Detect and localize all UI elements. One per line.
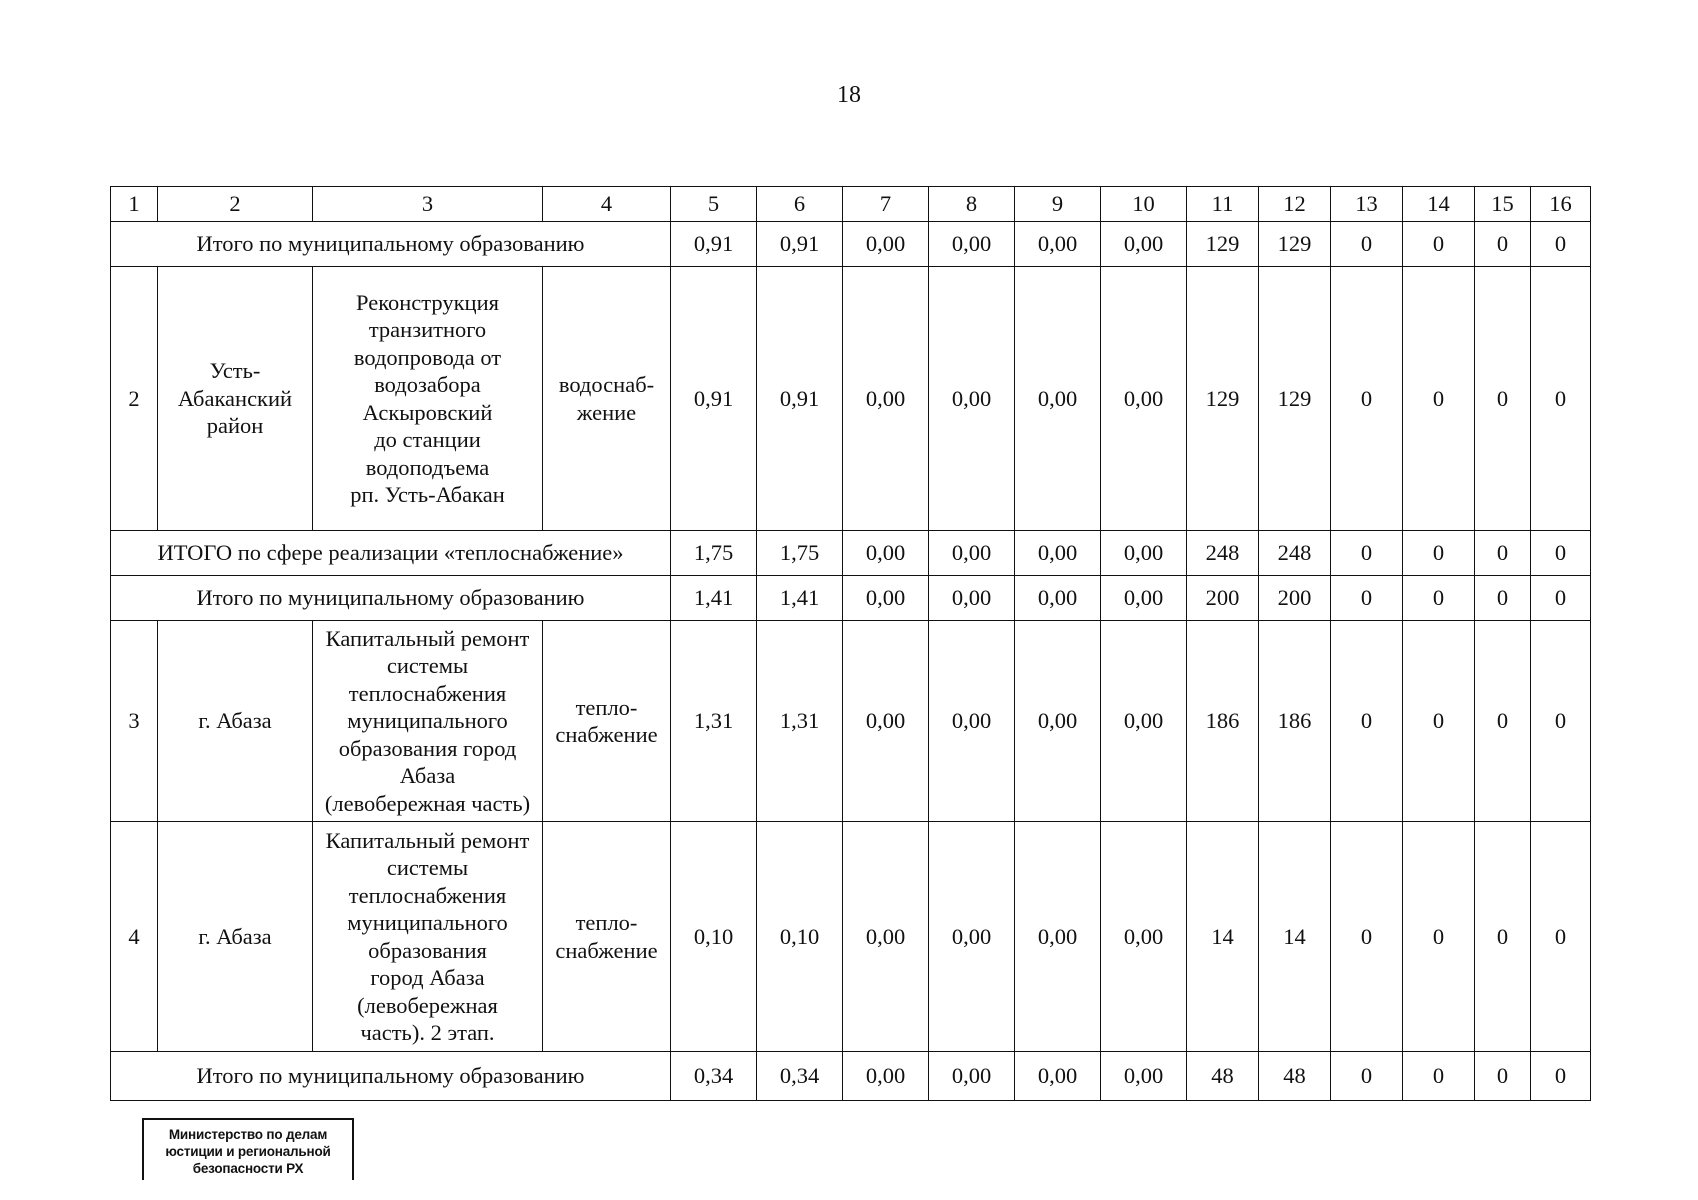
value-cell: 0,00: [1101, 822, 1187, 1052]
column-header: 8: [929, 187, 1015, 222]
value-cell: 0,00: [929, 267, 1015, 531]
value-cell: 0: [1531, 822, 1591, 1052]
value-cell: 0,00: [1015, 531, 1101, 576]
column-header: 14: [1403, 187, 1475, 222]
value-cell: 48: [1259, 1052, 1331, 1101]
value-cell: 0: [1475, 576, 1531, 621]
project-row: [111, 267, 1591, 531]
sphere-total-row: [111, 531, 1591, 576]
value-cell: 14: [1187, 822, 1259, 1052]
value-cell: 0,00: [843, 531, 929, 576]
value-cell: 0: [1475, 267, 1531, 531]
value-cell: 0: [1475, 822, 1531, 1052]
column-header: 6: [757, 187, 843, 222]
value-cell: 0: [1475, 222, 1531, 267]
value-cell: 0,00: [843, 576, 929, 621]
data-table: [110, 186, 1591, 1101]
district-line: район: [206, 413, 264, 439]
municipality-total-row: [111, 1052, 1591, 1101]
district-cell: [158, 267, 313, 531]
municipality-total-row: [111, 576, 1591, 621]
value-cell: 129: [1187, 222, 1259, 267]
value-cell: 0: [1331, 576, 1403, 621]
sphere-cell: [543, 621, 671, 822]
project-line: водопровода от: [353, 344, 502, 370]
project-cell: [313, 621, 543, 822]
sphere-line: снабжение: [555, 722, 658, 747]
value-cell: 0: [1531, 267, 1591, 531]
header-row: [111, 187, 1591, 222]
project-cell: [313, 822, 543, 1052]
project-line: часть). 2 этап.: [360, 1020, 495, 1045]
project-line: теплоснабжения: [348, 680, 507, 706]
value-cell: 0: [1331, 1052, 1403, 1101]
project-line: Абаза: [399, 763, 456, 789]
project-line: водоподъема: [365, 454, 490, 480]
column-header: 11: [1187, 187, 1259, 222]
project-line: теплоснабжения: [348, 882, 507, 908]
value-cell: 0: [1531, 222, 1591, 267]
ministry-stamp: [142, 1118, 354, 1180]
value-cell: 129: [1259, 267, 1331, 531]
column-header: 13: [1331, 187, 1403, 222]
value-cell: 0,00: [843, 222, 929, 267]
column-header: 16: [1531, 187, 1591, 222]
value-cell: 0: [1475, 531, 1531, 576]
value-cell: 0,00: [843, 621, 929, 822]
value-cell: 0,00: [929, 531, 1015, 576]
project-line: Капитальный ремонт: [325, 625, 530, 651]
project-line: Капитальный ремонт: [325, 827, 530, 853]
value-cell: 0,00: [1015, 267, 1101, 531]
column-header: 1: [111, 187, 158, 222]
project-line: транзитного: [368, 317, 487, 342]
district-line: г. Абаза: [198, 923, 272, 949]
district-line: Абаканский: [177, 385, 293, 411]
value-cell: 0,91: [671, 267, 757, 531]
sphere-cell: [543, 822, 671, 1052]
stamp-line: безопасности РХ: [192, 1161, 304, 1176]
sphere-line: водоснаб-: [558, 372, 655, 397]
value-cell: 200: [1187, 576, 1259, 621]
value-cell: 0: [1331, 267, 1403, 531]
column-header: 2: [158, 187, 313, 222]
column-header: 4: [543, 187, 671, 222]
project-line: (левобережная часть): [324, 790, 531, 816]
row-number: 3: [111, 621, 158, 822]
value-cell: 0,91: [671, 222, 757, 267]
row-label: Итого по муниципальному образованию: [111, 576, 671, 621]
sphere-cell: [543, 267, 671, 531]
value-cell: 200: [1259, 576, 1331, 621]
row-number: 4: [111, 822, 158, 1052]
value-cell: 0,00: [1101, 621, 1187, 822]
value-cell: 0,00: [929, 621, 1015, 822]
value-cell: 1,41: [671, 576, 757, 621]
value-cell: 0,00: [1101, 267, 1187, 531]
value-cell: 0: [1531, 621, 1591, 822]
value-cell: 0,00: [1101, 531, 1187, 576]
value-cell: 129: [1259, 222, 1331, 267]
project-row: [111, 822, 1591, 1052]
value-cell: 0,34: [757, 1052, 843, 1101]
value-cell: 0,00: [843, 267, 929, 531]
project-line: муниципального: [347, 708, 508, 734]
value-cell: 0: [1531, 1052, 1591, 1101]
page-number: 18: [837, 82, 861, 108]
municipality-total-row: [111, 222, 1591, 267]
value-cell: 1,75: [671, 531, 757, 576]
project-line: до станции: [374, 427, 481, 452]
column-header: 3: [313, 187, 543, 222]
value-cell: 0,00: [1015, 576, 1101, 621]
value-cell: 0,00: [929, 1052, 1015, 1101]
column-header: 12: [1259, 187, 1331, 222]
value-cell: 0,34: [671, 1052, 757, 1101]
value-cell: 0: [1403, 822, 1475, 1052]
row-number: 2: [111, 267, 158, 531]
sphere-line: снабжение: [555, 937, 658, 963]
value-cell: 0,00: [1015, 822, 1101, 1052]
project-line: образования город: [338, 735, 517, 761]
value-cell: 0: [1403, 621, 1475, 822]
value-cell: 0: [1331, 222, 1403, 267]
value-cell: 248: [1259, 531, 1331, 576]
value-cell: 0,00: [929, 822, 1015, 1052]
sphere-line: тепло-: [575, 910, 638, 935]
value-cell: 186: [1259, 621, 1331, 822]
district-line: г. Абаза: [198, 708, 272, 734]
value-cell: 0,00: [1101, 1052, 1187, 1101]
district-line: Усть-: [209, 358, 261, 384]
value-cell: 248: [1187, 531, 1259, 576]
project-line: Аскыровский: [362, 399, 493, 425]
project-line: Реконструкция: [356, 289, 499, 315]
row-label: Итого по муниципальному образованию: [111, 1052, 671, 1101]
project-line: водозабора: [374, 372, 481, 397]
value-cell: 0: [1531, 576, 1591, 621]
value-cell: 0,00: [843, 1052, 929, 1101]
value-cell: 186: [1187, 621, 1259, 822]
value-cell: 48: [1187, 1052, 1259, 1101]
stamp-line: Министерство по делам: [168, 1127, 328, 1142]
project-line: рп. Усть-Абакан: [350, 482, 505, 507]
value-cell: 0: [1403, 531, 1475, 576]
value-cell: 0,00: [929, 222, 1015, 267]
project-line: муниципального: [347, 910, 508, 935]
value-cell: 0: [1331, 531, 1403, 576]
value-cell: 1,31: [671, 621, 757, 822]
district-cell: [158, 822, 313, 1052]
column-header: 10: [1101, 187, 1187, 222]
value-cell: 0,00: [1015, 222, 1101, 267]
value-cell: 0: [1475, 621, 1531, 822]
value-cell: 0,00: [843, 822, 929, 1052]
project-line: системы: [386, 653, 469, 679]
value-cell: 129: [1187, 267, 1259, 531]
value-cell: 0: [1403, 267, 1475, 531]
project-line: (левобережная: [357, 992, 498, 1018]
value-cell: 0: [1531, 531, 1591, 576]
project-line: образования: [368, 937, 487, 963]
value-cell: 1,31: [757, 621, 843, 822]
project-cell: [313, 267, 543, 531]
sphere-line: тепло-: [575, 694, 638, 720]
project-row: [111, 621, 1591, 822]
value-cell: 0,00: [929, 576, 1015, 621]
value-cell: 0: [1331, 822, 1403, 1052]
column-header: 9: [1015, 187, 1101, 222]
stamp-line: юстиции и региональной: [165, 1144, 331, 1159]
value-cell: 0: [1403, 576, 1475, 621]
value-cell: 0: [1403, 1052, 1475, 1101]
project-line: город Абаза: [370, 965, 485, 990]
value-cell: 0,91: [757, 222, 843, 267]
sphere-line: жение: [576, 399, 637, 425]
district-cell: [158, 621, 313, 822]
value-cell: 0,10: [757, 822, 843, 1052]
value-cell: 0: [1331, 621, 1403, 822]
row-label: Итого по муниципальному образованию: [111, 222, 671, 267]
value-cell: 0,00: [1015, 621, 1101, 822]
value-cell: 0: [1403, 222, 1475, 267]
value-cell: 0,00: [1015, 1052, 1101, 1101]
column-header: 5: [671, 187, 757, 222]
value-cell: 0: [1475, 1052, 1531, 1101]
value-cell: 0,10: [671, 822, 757, 1052]
column-header: 7: [843, 187, 929, 222]
value-cell: 0,00: [1101, 222, 1187, 267]
value-cell: 0,91: [757, 267, 843, 531]
row-label: ИТОГО по сфере реализации «теплоснабжение»: [111, 531, 671, 576]
value-cell: 1,41: [757, 576, 843, 621]
value-cell: 14: [1259, 822, 1331, 1052]
column-header: 15: [1475, 187, 1531, 222]
value-cell: 1,75: [757, 531, 843, 576]
value-cell: 0,00: [1101, 576, 1187, 621]
project-line: системы: [386, 855, 469, 880]
